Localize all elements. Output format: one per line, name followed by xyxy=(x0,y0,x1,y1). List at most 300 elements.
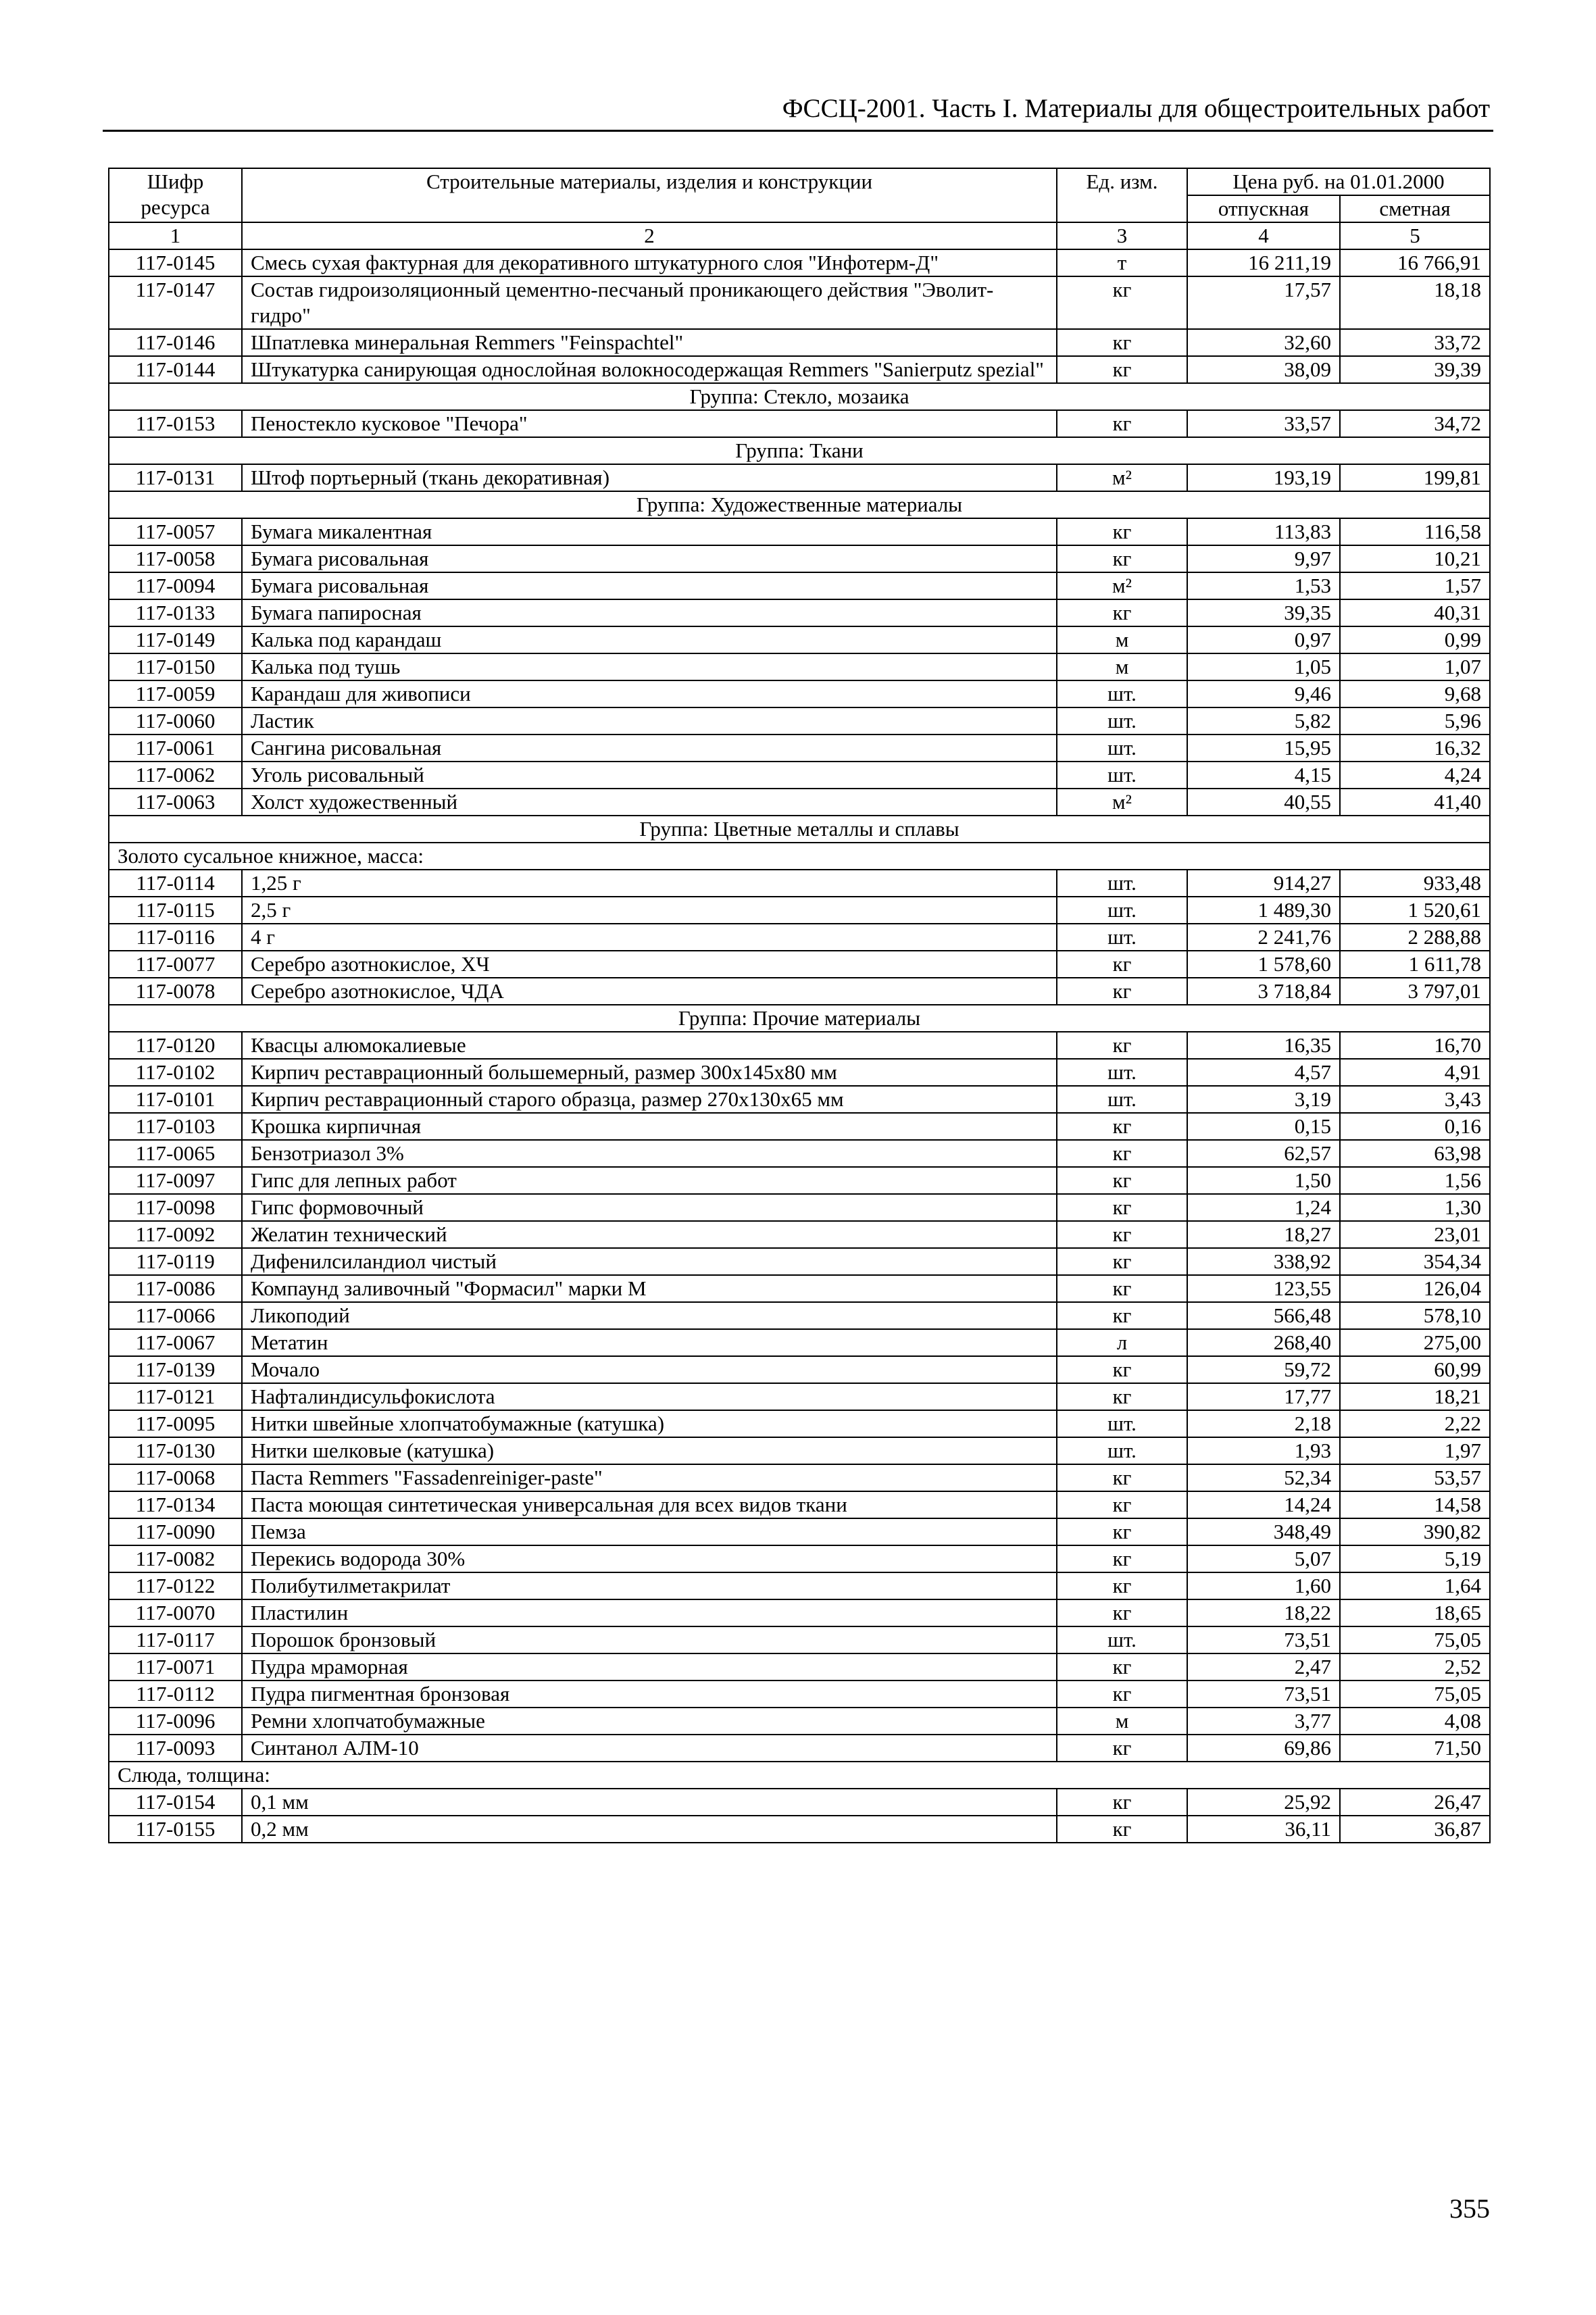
resource-code: 117-0134 xyxy=(109,1491,242,1518)
estimate-price: 60,99 xyxy=(1340,1356,1490,1383)
material-name: Квасцы алюмокалиевые xyxy=(242,1032,1057,1059)
table-row xyxy=(109,897,1490,924)
table-row xyxy=(109,276,1490,329)
resource-code: 117-0149 xyxy=(109,626,242,653)
unit-of-measure: кг xyxy=(1057,518,1187,545)
unit-of-measure: шт. xyxy=(1057,1059,1187,1086)
resource-code: 117-0116 xyxy=(109,924,242,951)
table-row xyxy=(109,1221,1490,1248)
material-name: Крошка кирпичная xyxy=(242,1113,1057,1140)
unit-of-measure: кг xyxy=(1057,1032,1187,1059)
estimate-price: 23,01 xyxy=(1340,1221,1490,1248)
estimate-price: 354,34 xyxy=(1340,1248,1490,1275)
release-price: 69,86 xyxy=(1187,1735,1340,1762)
release-price: 39,35 xyxy=(1187,599,1340,626)
estimate-price: 1,30 xyxy=(1340,1194,1490,1221)
material-name: Нитки шелковые (катушка) xyxy=(242,1437,1057,1464)
group-title: Группа: Прочие материалы xyxy=(109,1005,1490,1032)
unit-of-measure: шт. xyxy=(1057,1086,1187,1113)
resource-code: 117-0077 xyxy=(109,951,242,978)
col-header-release-price: отпускная xyxy=(1187,195,1340,222)
unit-of-measure: м xyxy=(1057,1708,1187,1735)
table-row xyxy=(109,1086,1490,1113)
unit-of-measure: кг xyxy=(1057,1653,1187,1681)
resource-code: 117-0071 xyxy=(109,1653,242,1681)
unit-of-measure: шт. xyxy=(1057,1410,1187,1437)
estimate-price: 18,65 xyxy=(1340,1599,1490,1626)
estimate-price: 10,21 xyxy=(1340,545,1490,572)
release-price: 73,51 xyxy=(1187,1626,1340,1653)
material-name: Пудра мраморная xyxy=(242,1653,1057,1681)
resource-code: 117-0144 xyxy=(109,356,242,383)
release-price: 1,05 xyxy=(1187,653,1340,680)
resource-code: 117-0097 xyxy=(109,1167,242,1194)
release-price: 33,57 xyxy=(1187,410,1340,437)
col-header-unit: Ед. изм. xyxy=(1057,168,1187,222)
material-name: Штоф портьерный (ткань декоративная) xyxy=(242,464,1057,491)
unit-of-measure: шт. xyxy=(1057,870,1187,897)
estimate-price: 16 766,91 xyxy=(1340,249,1490,276)
estimate-price: 1,56 xyxy=(1340,1167,1490,1194)
material-name: Метатин xyxy=(242,1329,1057,1356)
resource-code: 117-0155 xyxy=(109,1816,242,1843)
estimate-price: 2,52 xyxy=(1340,1653,1490,1681)
table-row xyxy=(109,653,1490,680)
unit-of-measure: кг xyxy=(1057,1248,1187,1275)
estimate-price: 5,96 xyxy=(1340,707,1490,735)
release-price: 18,22 xyxy=(1187,1599,1340,1626)
estimate-price: 2,22 xyxy=(1340,1410,1490,1437)
material-name: Штукатурка санирующая однослойная волокносодержащая Remmers "Sanierputz spezial" xyxy=(242,356,1057,383)
unit-of-measure: кг xyxy=(1057,1545,1187,1572)
col-number: 1 xyxy=(109,222,242,249)
estimate-price: 0,99 xyxy=(1340,626,1490,653)
unit-of-measure: шт. xyxy=(1057,680,1187,707)
subgroup-header-row xyxy=(109,843,1490,870)
unit-of-measure: кг xyxy=(1057,1113,1187,1140)
group-title: Группа: Художественные материалы xyxy=(109,491,1490,518)
material-name: Бумага рисовальная xyxy=(242,572,1057,599)
unit-of-measure: шт. xyxy=(1057,924,1187,951)
release-price: 0,97 xyxy=(1187,626,1340,653)
estimate-price: 14,58 xyxy=(1340,1491,1490,1518)
table-row xyxy=(109,680,1490,707)
group-title: Группа: Ткани xyxy=(109,437,1490,464)
estimate-price: 26,47 xyxy=(1340,1789,1490,1816)
col-header-code: Шифр ресурса xyxy=(109,168,242,222)
unit-of-measure: кг xyxy=(1057,276,1187,329)
table-row xyxy=(109,1356,1490,1383)
resource-code: 117-0115 xyxy=(109,897,242,924)
resource-code: 117-0122 xyxy=(109,1572,242,1599)
col-number: 2 xyxy=(242,222,1057,249)
estimate-price: 71,50 xyxy=(1340,1735,1490,1762)
table-row xyxy=(109,1113,1490,1140)
unit-of-measure: шт. xyxy=(1057,762,1187,789)
table-row xyxy=(109,1464,1490,1491)
resource-code: 117-0133 xyxy=(109,599,242,626)
estimate-price: 933,48 xyxy=(1340,870,1490,897)
estimate-price: 4,08 xyxy=(1340,1708,1490,1735)
page-header-title: ФССЦ-2001. Часть I. Материалы для общестроительных работ xyxy=(782,94,1490,123)
release-price: 2,47 xyxy=(1187,1653,1340,1681)
group-title: Группа: Стекло, мозаика xyxy=(109,383,1490,410)
table-row xyxy=(109,1816,1490,1843)
material-name: Компаунд заливочный "Формасил" марки М xyxy=(242,1275,1057,1302)
material-name: Серебро азотнокислое, ЧДА xyxy=(242,978,1057,1005)
unit-of-measure: кг xyxy=(1057,1383,1187,1410)
release-price: 5,07 xyxy=(1187,1545,1340,1572)
table-row xyxy=(109,410,1490,437)
material-name: Серебро азотнокислое, ХЧ xyxy=(242,951,1057,978)
release-price: 16,35 xyxy=(1187,1032,1340,1059)
table-row xyxy=(109,1140,1490,1167)
table-row xyxy=(109,626,1490,653)
resource-code: 117-0139 xyxy=(109,1356,242,1383)
estimate-price: 199,81 xyxy=(1340,464,1490,491)
release-price: 73,51 xyxy=(1187,1681,1340,1708)
release-price: 40,55 xyxy=(1187,789,1340,816)
material-name: Желатин технический xyxy=(242,1221,1057,1248)
unit-of-measure: кг xyxy=(1057,1681,1187,1708)
material-name: Перекись водорода 30% xyxy=(242,1545,1057,1572)
unit-of-measure: кг xyxy=(1057,545,1187,572)
table-row xyxy=(109,1248,1490,1275)
release-price: 36,11 xyxy=(1187,1816,1340,1843)
resource-code: 117-0057 xyxy=(109,518,242,545)
estimate-price: 16,32 xyxy=(1340,735,1490,762)
release-price: 193,19 xyxy=(1187,464,1340,491)
resource-code: 117-0068 xyxy=(109,1464,242,1491)
release-price: 914,27 xyxy=(1187,870,1340,897)
table-row xyxy=(109,1518,1490,1545)
release-price: 38,09 xyxy=(1187,356,1340,383)
release-price: 1,24 xyxy=(1187,1194,1340,1221)
estimate-price: 75,05 xyxy=(1340,1681,1490,1708)
release-price: 348,49 xyxy=(1187,1518,1340,1545)
resource-code: 117-0150 xyxy=(109,653,242,680)
resource-code: 117-0102 xyxy=(109,1059,242,1086)
resource-code: 117-0095 xyxy=(109,1410,242,1437)
release-price: 62,57 xyxy=(1187,1140,1340,1167)
table-row xyxy=(109,572,1490,599)
estimate-price: 34,72 xyxy=(1340,410,1490,437)
release-price: 59,72 xyxy=(1187,1356,1340,1383)
unit-of-measure: кг xyxy=(1057,1518,1187,1545)
col-number: 3 xyxy=(1057,222,1187,249)
table-row xyxy=(109,1708,1490,1735)
material-name: Пеностекло кусковое "Печора" xyxy=(242,410,1057,437)
material-name: Мочало xyxy=(242,1356,1057,1383)
resource-code: 117-0146 xyxy=(109,329,242,356)
unit-of-measure: кг xyxy=(1057,410,1187,437)
release-price: 4,57 xyxy=(1187,1059,1340,1086)
estimate-price: 578,10 xyxy=(1340,1302,1490,1329)
unit-of-measure: кг xyxy=(1057,1464,1187,1491)
resource-code: 117-0114 xyxy=(109,870,242,897)
col-number: 4 xyxy=(1187,222,1340,249)
resource-code: 117-0063 xyxy=(109,789,242,816)
release-price: 52,34 xyxy=(1187,1464,1340,1491)
release-price: 2 241,76 xyxy=(1187,924,1340,951)
material-name: Ликоподий xyxy=(242,1302,1057,1329)
table-row xyxy=(109,707,1490,735)
estimate-price: 1,97 xyxy=(1340,1437,1490,1464)
material-name: Кирпич реставрационный старого образца, размер 270x130x65 мм xyxy=(242,1086,1057,1113)
release-price: 268,40 xyxy=(1187,1329,1340,1356)
release-price: 338,92 xyxy=(1187,1248,1340,1275)
release-price: 123,55 xyxy=(1187,1275,1340,1302)
table-row xyxy=(109,1681,1490,1708)
table-row xyxy=(109,518,1490,545)
table-row xyxy=(109,1789,1490,1816)
estimate-price: 53,57 xyxy=(1340,1464,1490,1491)
unit-of-measure: м xyxy=(1057,626,1187,653)
table-body xyxy=(109,249,1490,1843)
release-price: 16 211,19 xyxy=(1187,249,1340,276)
estimate-price: 116,58 xyxy=(1340,518,1490,545)
estimate-price: 1,57 xyxy=(1340,572,1490,599)
estimate-price: 4,24 xyxy=(1340,762,1490,789)
group-header-row xyxy=(109,491,1490,518)
estimate-price: 18,18 xyxy=(1340,276,1490,329)
unit-of-measure: кг xyxy=(1057,1572,1187,1599)
unit-of-measure: т xyxy=(1057,249,1187,276)
resource-code: 117-0112 xyxy=(109,1681,242,1708)
resource-code: 117-0093 xyxy=(109,1735,242,1762)
header-rule xyxy=(103,130,1493,132)
resource-code: 117-0119 xyxy=(109,1248,242,1275)
table-row xyxy=(109,464,1490,491)
unit-of-measure: кг xyxy=(1057,1167,1187,1194)
table-row xyxy=(109,1437,1490,1464)
group-header-row xyxy=(109,816,1490,843)
unit-of-measure: кг xyxy=(1057,978,1187,1005)
material-name: Пластилин xyxy=(242,1599,1057,1626)
resource-code: 117-0066 xyxy=(109,1302,242,1329)
unit-of-measure: кг xyxy=(1057,951,1187,978)
release-price: 17,77 xyxy=(1187,1383,1340,1410)
resource-code: 117-0059 xyxy=(109,680,242,707)
table-row xyxy=(109,1599,1490,1626)
table-row xyxy=(109,870,1490,897)
unit-of-measure: шт. xyxy=(1057,1626,1187,1653)
estimate-price: 3 797,01 xyxy=(1340,978,1490,1005)
table-row xyxy=(109,1167,1490,1194)
material-name: Пемза xyxy=(242,1518,1057,1545)
material-name: Смесь сухая фактурная для декоративного штукатурного слоя "Инфотерм-Д" xyxy=(242,249,1057,276)
estimate-price: 0,16 xyxy=(1340,1113,1490,1140)
table-row xyxy=(109,735,1490,762)
group-header-row xyxy=(109,383,1490,410)
table-row xyxy=(109,1653,1490,1681)
resource-code: 117-0078 xyxy=(109,978,242,1005)
resource-code: 117-0120 xyxy=(109,1032,242,1059)
material-name: 0,1 мм xyxy=(242,1789,1057,1816)
table-row xyxy=(109,1383,1490,1410)
group-header-row xyxy=(109,437,1490,464)
unit-of-measure: шт. xyxy=(1057,897,1187,924)
col-number: 5 xyxy=(1340,222,1490,249)
resource-code: 117-0153 xyxy=(109,410,242,437)
release-price: 113,83 xyxy=(1187,518,1340,545)
resource-code: 117-0094 xyxy=(109,572,242,599)
estimate-price: 1 611,78 xyxy=(1340,951,1490,978)
table-row xyxy=(109,545,1490,572)
material-name: Сангина рисовальная xyxy=(242,735,1057,762)
page-number: 355 xyxy=(1449,2193,1490,2224)
release-price: 17,57 xyxy=(1187,276,1340,329)
estimate-price: 39,39 xyxy=(1340,356,1490,383)
estimate-price: 1,64 xyxy=(1340,1572,1490,1599)
release-price: 25,92 xyxy=(1187,1789,1340,1816)
estimate-price: 126,04 xyxy=(1340,1275,1490,1302)
material-name: Гипс для лепных работ xyxy=(242,1167,1057,1194)
estimate-price: 9,68 xyxy=(1340,680,1490,707)
release-price: 18,27 xyxy=(1187,1221,1340,1248)
resource-code: 117-0092 xyxy=(109,1221,242,1248)
material-name: Нафталиндисульфокислота xyxy=(242,1383,1057,1410)
material-name: 1,25 г xyxy=(242,870,1057,897)
resource-code: 117-0147 xyxy=(109,276,242,329)
release-price: 5,82 xyxy=(1187,707,1340,735)
unit-of-measure: кг xyxy=(1057,1356,1187,1383)
table-row xyxy=(109,924,1490,951)
table-row xyxy=(109,762,1490,789)
resource-code: 117-0060 xyxy=(109,707,242,735)
resource-code: 117-0090 xyxy=(109,1518,242,1545)
estimate-price: 1,07 xyxy=(1340,653,1490,680)
material-name: Калька под тушь xyxy=(242,653,1057,680)
group-header-row xyxy=(109,1005,1490,1032)
unit-of-measure: шт. xyxy=(1057,1437,1187,1464)
table-row xyxy=(109,951,1490,978)
release-price: 1 489,30 xyxy=(1187,897,1340,924)
table-row xyxy=(109,1572,1490,1599)
resource-code: 117-0117 xyxy=(109,1626,242,1653)
release-price: 3,77 xyxy=(1187,1708,1340,1735)
release-price: 1,93 xyxy=(1187,1437,1340,1464)
material-name: Полибутилметакрилат xyxy=(242,1572,1057,1599)
table-row xyxy=(109,249,1490,276)
table-row xyxy=(109,1410,1490,1437)
subgroup-header-row xyxy=(109,1762,1490,1789)
material-name: Бумага папиросная xyxy=(242,599,1057,626)
release-price: 1,50 xyxy=(1187,1167,1340,1194)
release-price: 3 718,84 xyxy=(1187,978,1340,1005)
estimate-price: 41,40 xyxy=(1340,789,1490,816)
material-name: Бумага микалентная xyxy=(242,518,1057,545)
material-name: 4 г xyxy=(242,924,1057,951)
release-price: 0,15 xyxy=(1187,1113,1340,1140)
col-header-name: Строительные материалы, изделия и конструкции xyxy=(242,168,1057,222)
table-row xyxy=(109,599,1490,626)
resource-code: 117-0154 xyxy=(109,1789,242,1816)
resource-code: 117-0058 xyxy=(109,545,242,572)
release-price: 1 578,60 xyxy=(1187,951,1340,978)
material-name: Шпатлевка минеральная Remmers "Feinspachtel" xyxy=(242,329,1057,356)
material-name: Калька под карандаш xyxy=(242,626,1057,653)
material-name: Дифенилсиландиол чистый xyxy=(242,1248,1057,1275)
material-name: Бумага рисовальная xyxy=(242,545,1057,572)
table-row xyxy=(109,1329,1490,1356)
material-name: Нитки швейные хлопчатобумажные (катушка) xyxy=(242,1410,1057,1437)
estimate-price: 4,91 xyxy=(1340,1059,1490,1086)
unit-of-measure: кг xyxy=(1057,1221,1187,1248)
material-name: Паста моющая синтетическая универсальная для всех видов ткани xyxy=(242,1491,1057,1518)
release-price: 566,48 xyxy=(1187,1302,1340,1329)
estimate-price: 1 520,61 xyxy=(1340,897,1490,924)
materials-price-table xyxy=(108,168,1491,1843)
resource-code: 117-0082 xyxy=(109,1545,242,1572)
material-name: Кирпич реставрационный большемерный, размер 300x145x80 мм xyxy=(242,1059,1057,1086)
material-name: Состав гидроизоляционный цементно-песчаный проникающего действия "Эволит-гидро" xyxy=(242,276,1057,329)
estimate-price: 33,72 xyxy=(1340,329,1490,356)
resource-code: 117-0145 xyxy=(109,249,242,276)
subgroup-title: Золото сусальное книжное, масса: xyxy=(109,843,1490,870)
unit-of-measure: шт. xyxy=(1057,707,1187,735)
release-price: 2,18 xyxy=(1187,1410,1340,1437)
unit-of-measure: кг xyxy=(1057,1735,1187,1762)
unit-of-measure: кг xyxy=(1057,329,1187,356)
release-price: 15,95 xyxy=(1187,735,1340,762)
table-row xyxy=(109,978,1490,1005)
unit-of-measure: кг xyxy=(1057,356,1187,383)
estimate-price: 18,21 xyxy=(1340,1383,1490,1410)
estimate-price: 5,19 xyxy=(1340,1545,1490,1572)
resource-code: 117-0061 xyxy=(109,735,242,762)
unit-of-measure: л xyxy=(1057,1329,1187,1356)
estimate-price: 2 288,88 xyxy=(1340,924,1490,951)
table-row xyxy=(109,1194,1490,1221)
col-header-price-group: Цена руб. на 01.01.2000 xyxy=(1187,168,1490,195)
unit-of-measure: шт. xyxy=(1057,735,1187,762)
resource-code: 117-0065 xyxy=(109,1140,242,1167)
table-row xyxy=(109,1275,1490,1302)
resource-code: 117-0086 xyxy=(109,1275,242,1302)
unit-of-measure: м² xyxy=(1057,572,1187,599)
material-name: Карандаш для живописи xyxy=(242,680,1057,707)
release-price: 1,60 xyxy=(1187,1572,1340,1599)
release-price: 14,24 xyxy=(1187,1491,1340,1518)
unit-of-measure: кг xyxy=(1057,1140,1187,1167)
table-row xyxy=(109,1545,1490,1572)
estimate-price: 275,00 xyxy=(1340,1329,1490,1356)
table-row xyxy=(109,1626,1490,1653)
table-row xyxy=(109,329,1490,356)
material-name: Бензотриазол 3% xyxy=(242,1140,1057,1167)
resource-code: 117-0101 xyxy=(109,1086,242,1113)
release-price: 3,19 xyxy=(1187,1086,1340,1113)
unit-of-measure: кг xyxy=(1057,1816,1187,1843)
resource-code: 117-0098 xyxy=(109,1194,242,1221)
material-name: 2,5 г xyxy=(242,897,1057,924)
estimate-price: 36,87 xyxy=(1340,1816,1490,1843)
release-price: 9,46 xyxy=(1187,680,1340,707)
col-header-estimate-price: сметная xyxy=(1340,195,1490,222)
table-row xyxy=(109,1735,1490,1762)
material-name: Пудра пигментная бронзовая xyxy=(242,1681,1057,1708)
unit-of-measure: кг xyxy=(1057,1275,1187,1302)
table-row xyxy=(109,789,1490,816)
resource-code: 117-0067 xyxy=(109,1329,242,1356)
unit-of-measure: кг xyxy=(1057,1599,1187,1626)
unit-of-measure: м² xyxy=(1057,789,1187,816)
material-name: Ластик xyxy=(242,707,1057,735)
estimate-price: 40,31 xyxy=(1340,599,1490,626)
material-name: Синтанол АЛМ-10 xyxy=(242,1735,1057,1762)
table-row xyxy=(109,1032,1490,1059)
